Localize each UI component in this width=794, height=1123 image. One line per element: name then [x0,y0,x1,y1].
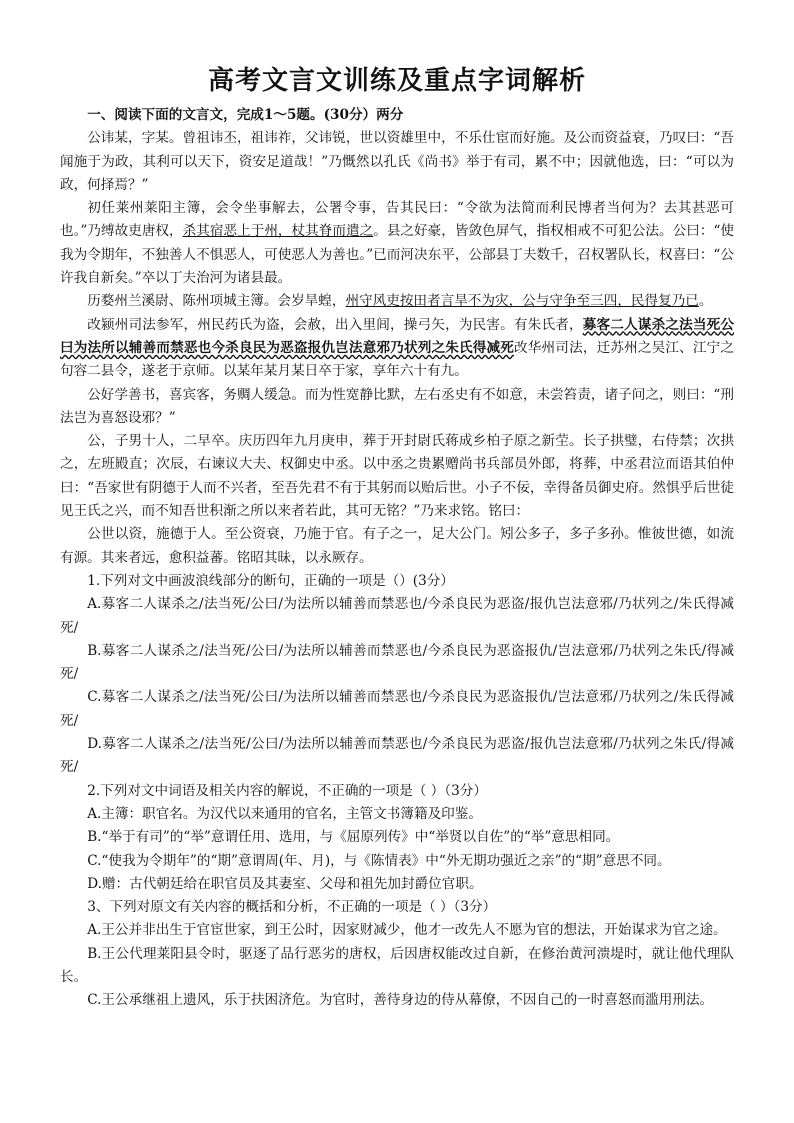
question-3-option-b: B.王公代理莱阳县令时，驱逐了品行恶劣的唐权，后因唐权能改过自新，在修治黄河溃堤时，就让他代理队长。 [60,945,734,985]
question-2-stem: 2.下列对文中词语及相关内容的解说，不正确的一项是（ ）（3分） [87,782,487,799]
passage-text: 。 [698,293,713,310]
passage-text: 改华州司法，迁苏州之吴江、江宁之句容二县令，遂老于京师。以某年某月某日卒于家，享年六十有九。 [60,339,735,380]
question-1-option-a: A.募客二人谋杀之/法当死/公曰/为法所以辅善而禁恶也/今杀良民为恶盗/报仇岂法意邪/乃状列之/朱氏得减死/ [60,596,734,636]
question-1-stem: 1.下列对文中画波浪线部分的断句，正确的一项是（）(3分） [87,572,454,589]
question-2-option-a: A.主簿：职官名。为汉代以来通用的官名，主管文书簿籍及印鉴。 [87,805,482,822]
question-2-option-d: D.赠：古代朝廷给在职官员及其妻室、父母和祖先加封爵位官职。 [87,875,483,892]
passage-text: 历婺州兰溪尉、陈州项城主簿。会岁旱蝗， [87,293,346,310]
question-2-option-b: B.“举于有司”的“举”意谓任用、选用，与《屈原列传》中“举贤以自佐”的“举”意思相同。 [87,829,620,846]
passage-paragraph-4 [60,314,734,384]
passage-paragraph-6: 公，子男十人，二早卒。庆历四年九月庚申，葬于开封尉氏蒋成乡柏子原之新茔。长子拱璧，右侍禁；次拱之，左班殿直；次辰，右谏议大夫、权御史中丞。以中丞之贵累赠尚书兵部员外郎，将葬，中丞君泣而语其伯仲曰：“吾家世有阴德于人而不兴者，至吾先君不有于其躬而以贻后世。小子不佞，幸得备员御史府。然惧乎后世徒见王氏之兴，而不知吾世积渐之所以来者若此，其可无铭？”乃来求铭。铭曰： [60,433,734,520]
question-1-option-c: C.募客二人谋杀之/法当死/公曰/为法所以辅善而禁恶也/今杀良民为恶盗报仇/岂法意邪/乃状列之/朱氏得减死/ [60,689,734,729]
passage-text: 。县之好豪，皆敛色屏气，指权相戒不可犯公法。公曰：“使我为令期年，不独善人不惧恶人，可使恶人为善也。”已而河决东平，公部县丁夫数千，召权署队长，权喜曰：“公许我自新矣。”卒以丁夫治河为诸县最。 [60,223,735,287]
question-3-option-c: C.王公承继祖上遗风，乐于扶困济危。为官时，善待身边的侍从幕僚，不因自己的一时喜怒而滥用刑法。 [87,992,714,1009]
question-1-option-d: D.募客二人谋杀之/法当死/公曰/为法所以辅善而禁恶也/今杀良民为恶盗/报仇岂法意邪/乃状列之朱氏/得减死/ [60,736,734,776]
question-3-stem: 3、下列对原文有关内容的概括和分析，不正确的一项是（ ）（3分） [87,899,497,916]
passage-paragraph-7: 公世以资，施德于人。至公资衰，乃施于官。有子之一，足大公门。矧公多子，多子多孙。惟彼世德，如流有源。其来者远，愈积益蕃。铭昭其昧，以永厥存。 [60,526,734,566]
passage-paragraph-1: 公讳某，字某。曾祖讳丕，祖讳祚，父讳锐，世以资雄里中，不乐仕宦而好施。及公而资益衰，乃叹曰：“吾闻施于为政，其利可以天下，资安足道哉！”乃慨然以孔氏《尚书》举于有司，累不中；因就他选，曰：“可以为政，何择焉？” [60,130,734,193]
section-heading: 一、阅读下面的文言文，完成1～5题。(30分）两分 [87,107,404,123]
question-3-option-a: A.王公并非出生于官宦世家，到王公时，因家财减少，他才一改先人不愿为官的想法，开始谋求为官之途。 [87,922,727,939]
passage-text: 初任莱州莱阳主簿，会令坐事解去，公署令事，告其民曰：“令欲为法简而利民博者当何为？去其甚恶可也。”乃缚故吏唐权， [60,200,734,240]
question-2-option-c: C.“使我为令期年”的“期”意谓周(年、月)，与《陈情表》中“外无期功强近之亲”的“期”意思不同。 [87,852,671,869]
underlined-sentence-1: 杀其宿恶上于州，杖其脊而遣之 [182,223,374,240]
passage-text: 改颍州司法参军，州民药氏为盗，会赦，出入里闾，操弓矢，为民害。有朱氏者， [87,316,583,333]
document-title: 高考文言文训练及重点字词解析 [207,66,586,96]
passage-paragraph-3 [60,290,734,313]
question-1-option-b: B.募客二人谋杀之/法当死/公曰/为法所以辅善而禁恶也/今杀良民为恶盗报仇/岂法意邪/乃状列之朱氏/得减死/ [60,642,734,683]
underlined-sentence-2: 州守风吏按田者言旱不为灾，公与守争至三四，民得复乃已 [345,293,699,310]
passage-paragraph-5: 公好学善书，喜宾客，务赒人缓急。而为性宽静比默，左右丞史有不如意，未尝笞责，诸子问之，则曰：“刑法岂为喜怒设邪？” [60,386,734,426]
document-body [60,104,734,1013]
passage-paragraph-2 [60,197,734,290]
wavy-underlined-sentence: 募客二人谋杀之法当死公曰为法所以辅善而禁恶也今杀良民为恶盗报仇岂法意邪乃状列之朱氏得减死 [60,316,734,356]
